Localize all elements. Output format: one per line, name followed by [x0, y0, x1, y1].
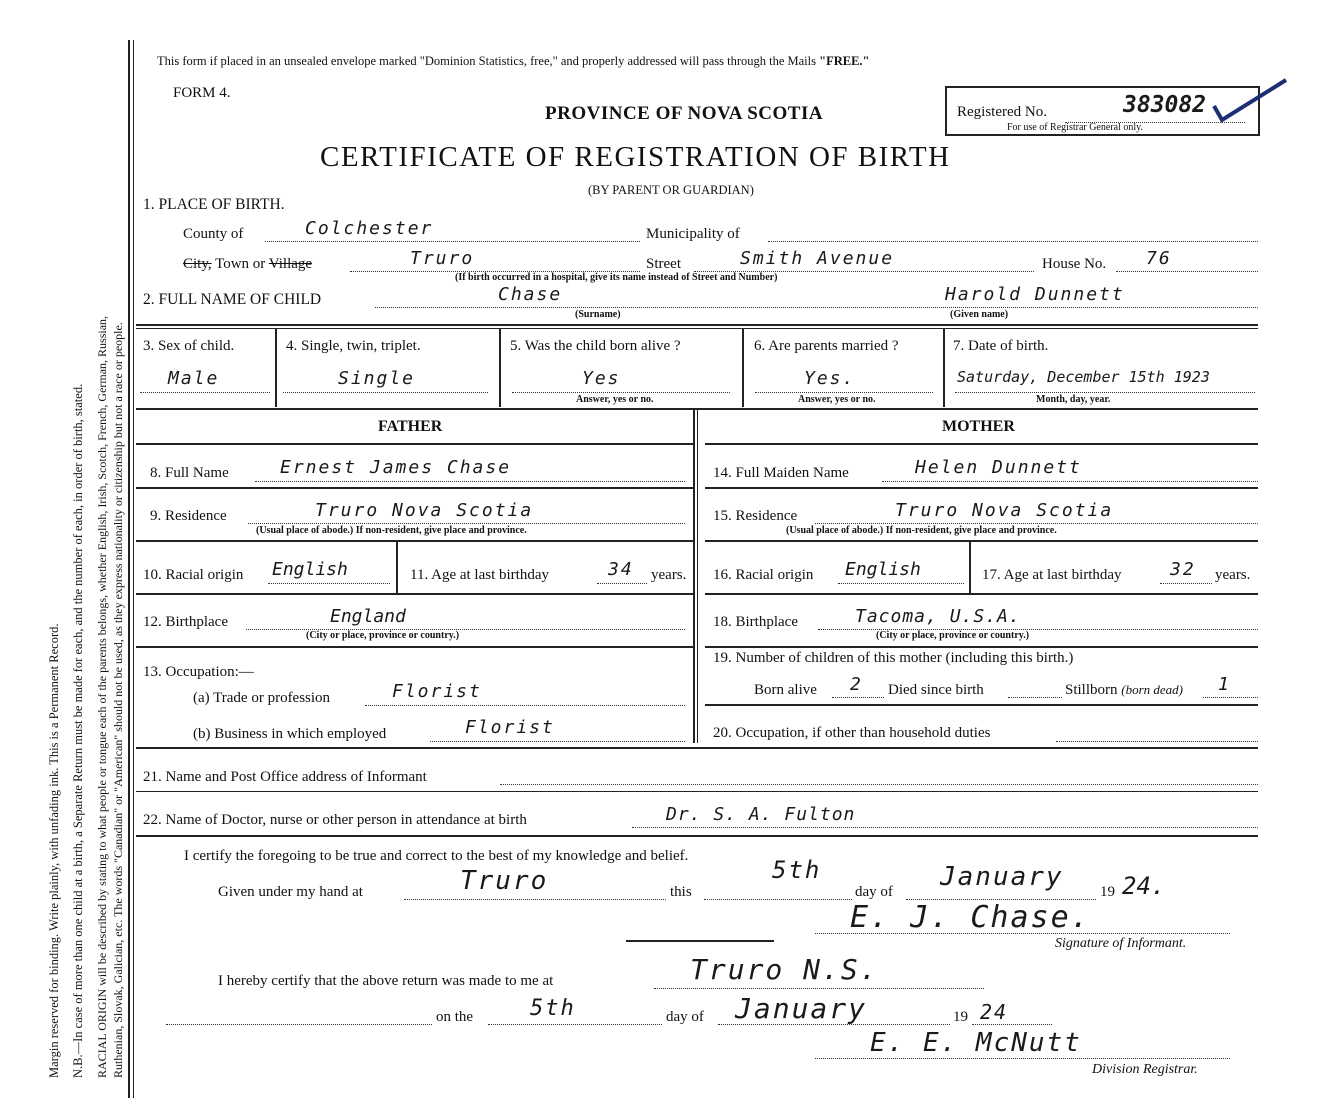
dob-label: 7. Date of birth.	[953, 338, 1049, 354]
municipality-label: Municipality of	[646, 226, 740, 242]
mother-race-label: 16. Racial origin	[713, 567, 814, 583]
mother-age-value: 32	[1170, 559, 1196, 580]
mother-residence-value: Truro Nova Scotia	[895, 500, 1114, 521]
mother-children-label: 19. Number of children of this mother (including this birth.)	[713, 650, 1074, 666]
father-race-label: 10. Racial origin	[143, 567, 244, 583]
given-label: Given under my hand at	[218, 884, 363, 900]
given-caption: (Given name)	[950, 309, 1009, 320]
father-birthplace-label: 12. Birthplace	[143, 614, 228, 630]
registrar-signature: E. E. McNutt	[870, 1028, 1082, 1058]
father-business-value: Florist	[465, 717, 555, 738]
mother-residence-caption: (Usual place of abode.) If non-resident, give place and province.	[786, 525, 1057, 536]
father-trade-label: (a) Trade or profession	[193, 690, 331, 706]
town-value: Truro	[410, 248, 475, 269]
mother-birthplace-caption: (City or place, province or country.)	[876, 630, 1030, 641]
born-alive-label: Born alive	[754, 682, 817, 698]
mother-heading: MOTHER	[942, 418, 1015, 435]
registered-label: Registered No.	[957, 104, 1047, 120]
certify-year-prefix: 19	[1100, 884, 1115, 900]
father-residence-label: 9. Residence	[150, 508, 227, 524]
registrar-day: 5th	[530, 996, 576, 1021]
married-value: Yes.	[804, 368, 856, 389]
father-heading: FATHER	[378, 418, 443, 435]
father-birthplace-value: England	[330, 606, 406, 627]
town-label: City, Town or Village	[183, 256, 313, 272]
street-label: Street	[646, 256, 681, 272]
alive-caption: Answer, yes or no.	[576, 394, 654, 405]
sex-value: Male	[168, 368, 220, 389]
registrar-year-prefix: 19	[953, 1009, 968, 1025]
mother-occupation-label: 20. Occupation, if other than household duties	[713, 725, 991, 741]
province-heading: PROVINCE OF NOVA SCOTIA	[545, 103, 824, 124]
signature-caption: Signature of Informant.	[1055, 936, 1187, 951]
father-name-label: 8. Full Name	[150, 465, 229, 481]
child-name-label: 2. FULL NAME OF CHILD	[143, 291, 322, 308]
father-residence-caption: (Usual place of abode.) If non-resident, give place and province.	[256, 525, 527, 536]
registrar-note: For use of Registrar General only.	[1007, 122, 1143, 133]
mail-note: This form if placed in an unsealed envelope marked "Dominion Statistics, free," and properly addressed will pass through the Mails "FREE."	[157, 54, 870, 68]
given-place: Truro	[460, 866, 549, 896]
father-race-value: English	[272, 559, 348, 580]
registrar-month: January	[735, 992, 868, 1025]
mother-age-label: 17. Age at last birthday	[982, 567, 1122, 583]
registrar-year: 24	[980, 1000, 1009, 1024]
doctor-label: 22. Name of Doctor, nurse or other person in attendance at birth	[143, 812, 527, 828]
plurality-label: 4. Single, twin, triplet.	[286, 338, 421, 354]
racial-origin-note-2: Ruthenian, Slovak, Galician, etc. The words "Canadian" or "American" should not be used, as they express nationality or citizenship but not a race or people.	[111, 322, 125, 1078]
certify-dayof-label: day of	[855, 884, 893, 900]
father-occupation-label: 13. Occupation:—	[143, 664, 254, 680]
mother-residence-label: 15. Residence	[713, 508, 798, 524]
registered-number: 383082	[1123, 92, 1207, 118]
alive-value: Yes	[582, 368, 621, 389]
father-age-label: 11. Age at last birthday	[410, 567, 549, 583]
this-label: this	[670, 884, 692, 900]
father-age-unit: years.	[651, 567, 687, 583]
registrar-caption: Division Registrar.	[1092, 1062, 1198, 1077]
form-number: FORM 4.	[173, 85, 231, 101]
child-given-name: Harold Dunnett	[945, 284, 1125, 305]
certify-day: 5th	[772, 856, 822, 884]
surname-caption: (Surname)	[575, 309, 621, 320]
father-residence-value: Truro Nova Scotia	[315, 500, 534, 521]
house-value: 76	[1146, 248, 1172, 269]
dob-value: Saturday, December 15th 1923	[957, 368, 1210, 386]
registrar-place: Truro N.S.	[690, 953, 879, 986]
father-trade-value: Florist	[392, 681, 482, 702]
margin-note: Margin reserved for binding. Write plainly, with unfading ink. This is a Permanent Record.	[47, 623, 61, 1078]
county-value: Colchester	[305, 218, 434, 239]
house-label: House No.	[1042, 256, 1107, 272]
multiple-birth-note: N.B.—In case of more than one child at a birth, a Separate Return must be made for each, and the number of each, in order of birth, stated.	[71, 383, 85, 1078]
died-label: Died since birth	[888, 682, 984, 698]
margin-rule	[128, 40, 130, 1098]
registrar-statement: I hereby certify that the above return was made to me at	[218, 973, 554, 989]
onthe-label: on the	[436, 1009, 474, 1025]
informant-signature: E. J. Chase.	[850, 900, 1091, 935]
stillborn-label: Stillborn (born dead)	[1065, 682, 1184, 698]
certificate-subtitle: (BY PARENT OR GUARDIAN)	[588, 183, 754, 197]
father-age-value: 34	[608, 559, 634, 580]
county-label: County of	[183, 226, 244, 242]
margin-rule-inner	[133, 40, 134, 1098]
mother-birthplace-value: Tacoma, U.S.A.	[855, 606, 1021, 627]
certify-month: January	[940, 862, 1064, 892]
alive-label: 5. Was the child born alive ?	[510, 338, 681, 354]
registrar-dayof-label: day of	[666, 1009, 704, 1025]
sex-label: 3. Sex of child.	[143, 338, 235, 354]
mother-name-label: 14. Full Maiden Name	[713, 465, 849, 481]
father-name-value: Ernest James Chase	[280, 457, 512, 478]
stillborn-value: 1	[1218, 674, 1231, 695]
married-caption: Answer, yes or no.	[798, 394, 876, 405]
mother-birthplace-label: 18. Birthplace	[713, 614, 798, 630]
born-alive-value: 2	[850, 674, 863, 695]
mother-race-value: English	[845, 559, 921, 580]
certify-statement: I certify the foregoing to be true and correct to the best of my knowledge and belief.	[184, 848, 689, 864]
doctor-value: Dr. S. A. Fulton	[666, 804, 856, 825]
plurality-value: Single	[338, 368, 416, 389]
father-business-label: (b) Business in which employed	[193, 726, 387, 742]
hospital-note: (If birth occurred in a hospital, give its name instead of Street and Number)	[455, 272, 778, 283]
certify-year: 24.	[1122, 872, 1166, 900]
street-value: Smith Avenue	[740, 248, 895, 269]
child-surname: Chase	[498, 284, 563, 305]
father-birthplace-caption: (City or place, province or country.)	[306, 630, 460, 641]
racial-origin-note-1: RACIAL ORIGIN will be described by stating to what people or tongue each of the parents belongs, whether English, Irish, Scotch, French, German, Russian,	[95, 315, 109, 1078]
informant-label: 21. Name and Post Office address of Informant	[143, 769, 427, 785]
married-label: 6. Are parents married ?	[754, 338, 899, 354]
certificate-title: CERTIFICATE OF REGISTRATION OF BIRTH	[320, 141, 951, 173]
check-mark	[1208, 76, 1288, 126]
dob-caption: Month, day, year.	[1036, 394, 1111, 405]
place-heading: 1. PLACE OF BIRTH.	[143, 196, 285, 213]
mother-name-value: Helen Dunnett	[915, 457, 1082, 478]
mother-age-unit: years.	[1215, 567, 1251, 583]
